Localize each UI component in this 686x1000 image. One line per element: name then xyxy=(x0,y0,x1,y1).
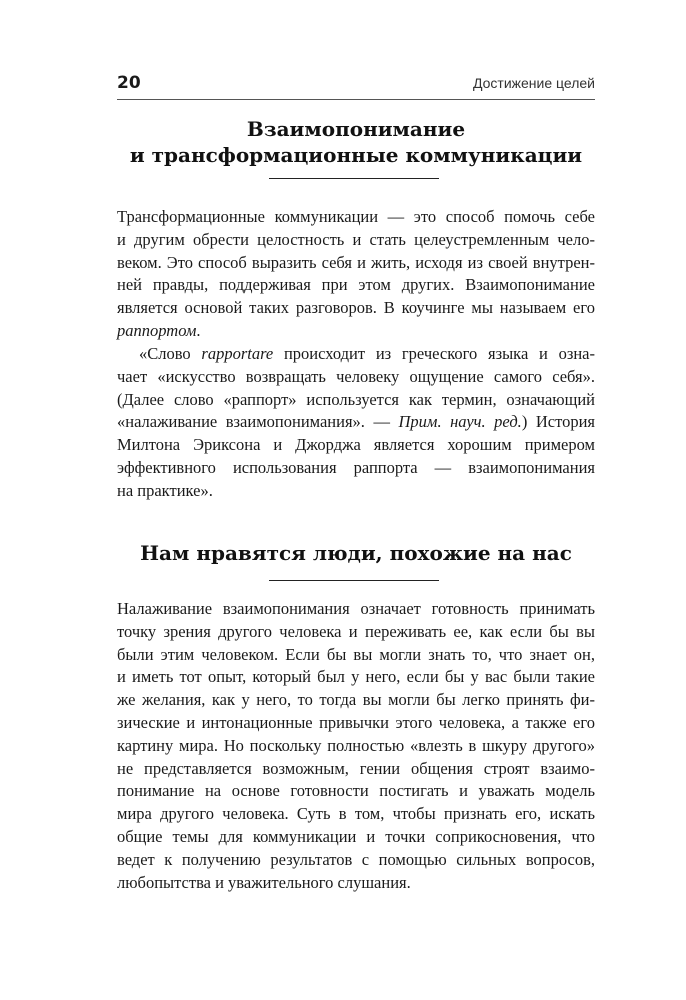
text-line: Милтона Эриксона и Джорджа является хорошим примером xyxy=(117,435,595,455)
text-line xyxy=(117,343,595,366)
header-divider xyxy=(117,99,595,100)
text-line: были этим человеком. Если бы вы могли знать то, что знает он, xyxy=(117,644,595,664)
heading-underline xyxy=(269,580,439,581)
text-line: (Далее слово «раппорт» используется как термин, означающий xyxy=(117,389,595,409)
text-line: Трансформационные коммуникации — это способ помочь себе xyxy=(117,207,595,226)
punctuation: . xyxy=(196,320,201,340)
paragraph-transformational-communication xyxy=(117,206,595,343)
running-head: Достижение целей xyxy=(473,75,595,91)
heading-line: Взаимопонимание xyxy=(246,117,466,141)
text-line: и другим обрести целостность и стать целеустремленным чело- xyxy=(117,229,595,249)
heading-line: и трансформационные коммуникации xyxy=(129,143,583,167)
text-line: эффективного использования раппорта — взаимопонимания xyxy=(117,457,595,477)
text-line: ведет к получению результатов с помощью сильных вопросов, xyxy=(117,849,595,869)
text-line: и иметь тот опыт, который был у него, если бы у вас были такие xyxy=(117,667,595,687)
text-line: же желания, как у него, то тогда вы могли бы легко принять фи- xyxy=(117,690,595,710)
page-header xyxy=(117,70,595,96)
text-run: происходит из греческого языка и озна- xyxy=(273,344,596,363)
text-line: зические и интонационные привычки этого человека, а также его xyxy=(117,712,595,732)
heading-line: Нам нравятся люди, похожие на нас xyxy=(140,541,572,565)
text-run: «налаживание взаимопонимания». — xyxy=(117,412,399,432)
text-line: веком. Это способ выразить себя и жить, исходя из своей внутрен- xyxy=(117,252,595,272)
italic-term: раппортом xyxy=(117,320,197,340)
text-line: не представляется возможным, гении общения строят взаимо- xyxy=(117,758,595,778)
text-line xyxy=(117,320,595,343)
section-heading-similar-people xyxy=(117,540,595,566)
text-line: любопытства и уважительного слушания. xyxy=(117,872,411,892)
text-line: мира другого человека. Суть в том, чтобы признать его, искать xyxy=(117,804,595,824)
editor-note: Прим. науч. ред. xyxy=(398,412,522,432)
page-number: 20 xyxy=(117,73,141,93)
italic-term: rapportare xyxy=(201,344,274,363)
text-run: ) История xyxy=(521,412,595,432)
text-line: на практике». xyxy=(117,480,213,500)
text-line: Налаживание взаимопонимания означает готовность принимать xyxy=(117,599,595,618)
text-line xyxy=(117,411,595,434)
text-line: точку зрения другого человека и переживать ее, как если бы вы xyxy=(117,621,595,641)
text-run: «Слово xyxy=(139,344,202,363)
text-line: ней правды, поддерживая при этом других. Взаимопонимание xyxy=(117,275,595,295)
text-line: является основой таких разговоров. В коучинге мы называем его xyxy=(117,298,595,318)
paragraph-building-rapport xyxy=(117,598,595,894)
text-line: чает «искусство возвращать человеку ощущение самого себя». xyxy=(117,366,595,386)
paragraph-rapport-definition xyxy=(117,343,595,503)
heading-underline xyxy=(269,178,439,179)
text-line: общие темы для коммуникации и точки соприкосновения, что xyxy=(117,826,595,846)
text-line: понимание на основе готовности постигать и уважать модель xyxy=(117,781,595,801)
text-line: картину мира. Но поскольку полностью «влезть в шкуру другого» xyxy=(117,735,595,755)
section-heading-rapport xyxy=(117,116,595,168)
